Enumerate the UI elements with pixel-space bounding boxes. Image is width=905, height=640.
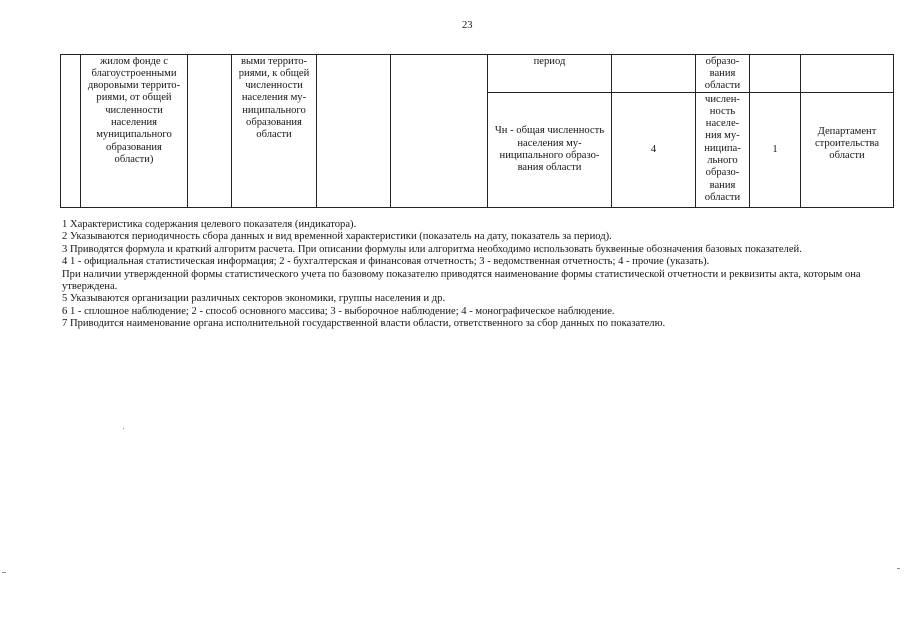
footnote-item: 4 1 - официальная статистическая информация; 2 - бухгалтерская и финансовая отчетность; 3 - ведомственная отчетность; 4 - прочие (указать). [62, 256, 710, 268]
footnote-item: При наличии утвержденной формы статистического учета по базовому показателю приводятся наименование формы статистической отчетности и реквизиты акта, которым она утверждена. [62, 268, 861, 293]
table-cell-top-col10 [750, 55, 801, 93]
page-number: 23 [462, 20, 473, 31]
cell-text: жилом фонде с благоустроенными дворовыми террито- риями, от общей численности населения муниципального образования области) [87, 55, 181, 165]
footnote-item: 1 Характеристика содержания целевого показателя (индикатора). [62, 219, 357, 230]
cell-text: 1 [772, 143, 778, 155]
table-cell-col4 [232, 55, 317, 208]
scan-speck [897, 568, 900, 569]
table-cell-bottom-col7 [488, 93, 612, 208]
table-cell-col5 [317, 55, 391, 208]
cell-text: образо- вания области [704, 55, 741, 92]
cell-text: период [533, 55, 566, 67]
scan-speck [123, 428, 124, 429]
footnote-item: 3 Приводятся формула и краткий алгоритм расчета. При описании формулы или алгоритма необходимо использовать буквенные обозначения базовых показателей. [62, 243, 802, 255]
table-cell-bottom-col8 [612, 93, 696, 208]
table-cell-top-col7 [488, 55, 612, 93]
footnote-item: 6 1 - сплошное наблюдение; 2 - способ основного массива; 3 - выборочное наблюдение; 4 - монографическое наблюдение. [62, 305, 615, 317]
table-cell-col2 [81, 55, 188, 208]
cell-text: выми террито- риями, к общей численности населения му- ниципального образования области [238, 55, 310, 141]
footnotes [62, 219, 861, 331]
table-cell-col1 [61, 55, 81, 208]
cell-text: Чн - общая численность населения му- ниципального образо- вания области [494, 125, 605, 174]
scan-speck [2, 572, 6, 573]
footnote-item: 5 Указываются организации различных секторов экономики, группы населения и др. [62, 293, 446, 305]
cell-text: Департамент строительства области [814, 125, 880, 162]
table-cell-col6 [391, 55, 488, 208]
indicator-table [60, 54, 894, 208]
footnote-item: 7 Приводится наименование органа исполнительной государственной власти области, ответственного за сбор данных по показателю. [62, 318, 666, 330]
table-cell-col3 [188, 55, 232, 208]
table-cell-top-col9 [696, 55, 750, 93]
cell-text: 4 [650, 143, 657, 155]
table-cell-bottom-col11 [801, 93, 894, 208]
footnote-item: 2 Указываются периодичность сбора данных и вид временной характеристики (показатель на дату, показатель за период). [62, 231, 612, 243]
table-cell-top-col8 [612, 55, 696, 93]
table-cell-top-col11 [801, 55, 894, 93]
table-cell-bottom-col10 [750, 93, 801, 208]
table-cell-bottom-col9 [696, 93, 750, 208]
cell-text: числен- ность населе- ния му- ниципа- льного образо- вания области [704, 93, 741, 203]
